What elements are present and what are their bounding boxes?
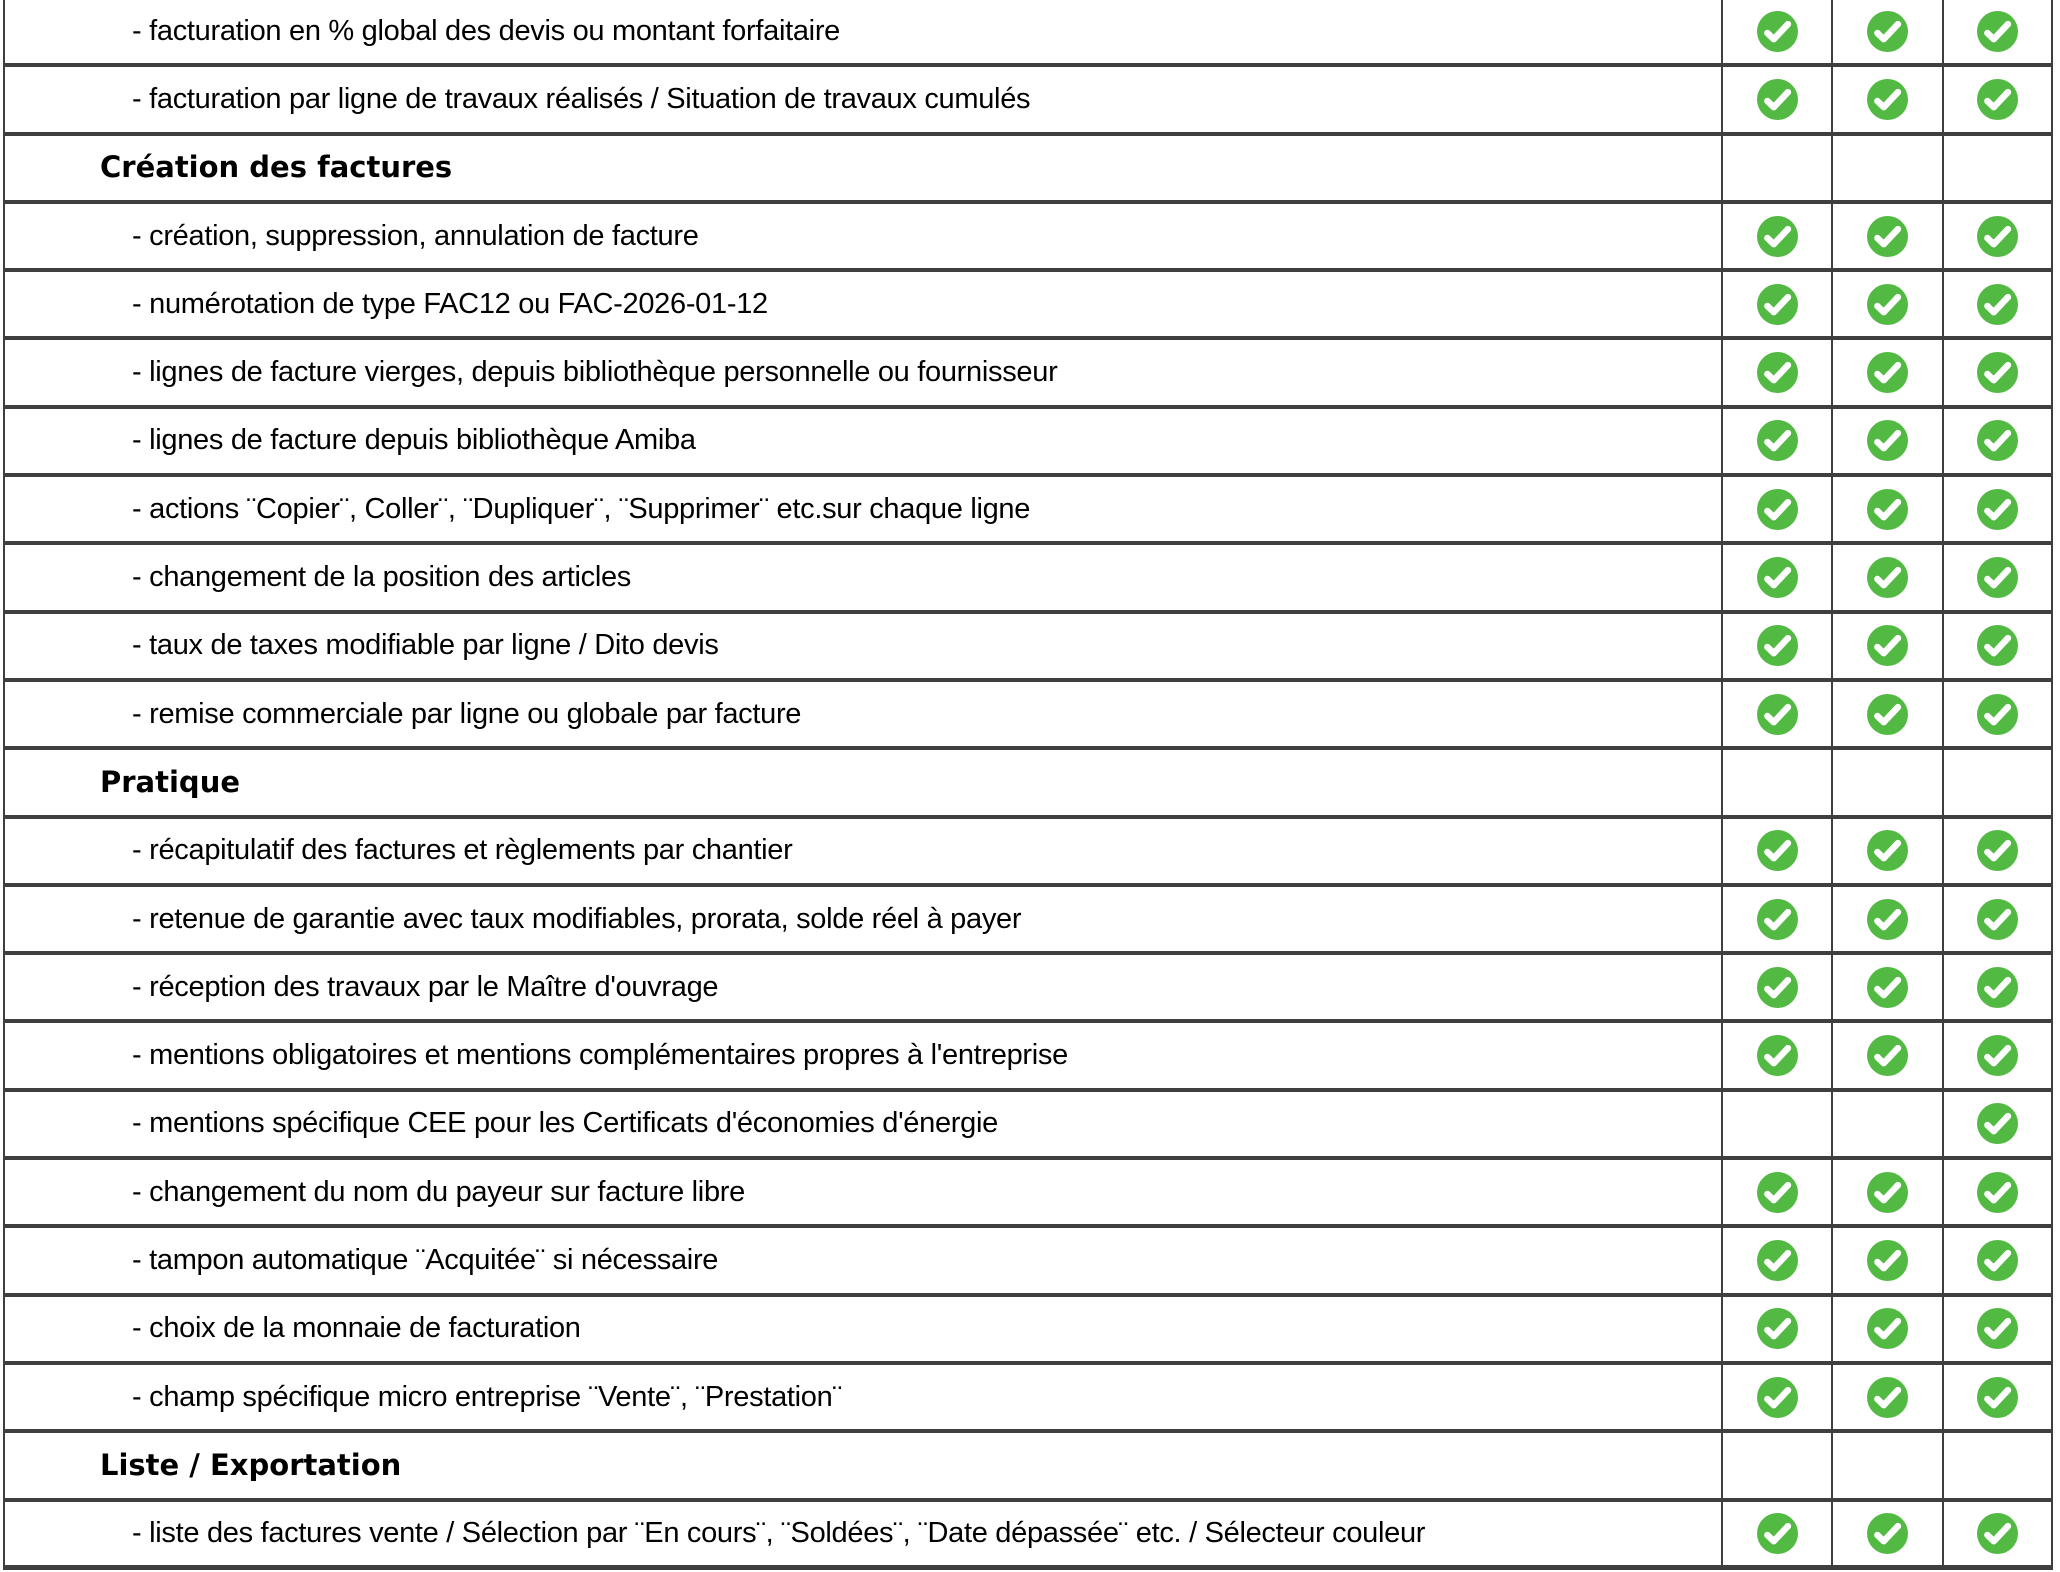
table-row [5,750,2051,818]
table-row [5,1023,2051,1091]
check-cell-plan-1 [1721,1160,1831,1224]
check-circle-icon [1867,625,1908,666]
check-cell-plan-2 [1831,750,1942,814]
table-row [5,1365,2051,1433]
feature-label-cell [5,1228,1721,1292]
check-cell-plan-1 [1721,1502,1831,1565]
table-row [5,67,2051,135]
check-cell-plan-3 [1942,1023,2051,1087]
table-row [5,272,2051,340]
check-circle-icon [1867,489,1908,530]
feature-label-cell [5,67,1721,131]
check-circle-icon [1977,830,2018,871]
check-cell-plan-1 [1721,614,1831,678]
check-circle-icon [1977,694,2018,735]
check-cell-plan-3 [1942,204,2051,268]
check-cell-plan-2 [1831,0,1942,63]
check-cell-plan-3 [1942,0,2051,63]
feature-label: - facturation en % global des devis ou montant forfaitaire [132,15,841,48]
table-row [5,1502,2051,1570]
feature-label-cell [5,1365,1721,1429]
feature-label: - récapitulatif des factures et règlements par chantier [132,834,793,867]
check-cell-plan-3 [1942,750,2051,814]
table-row [5,340,2051,408]
check-cell-plan-3 [1942,409,2051,473]
table-row [5,477,2051,545]
check-circle-icon [1977,420,2018,461]
check-circle-icon [1867,79,1908,120]
check-cell-plan-2 [1831,136,1942,200]
check-circle-icon [1757,79,1798,120]
check-circle-icon [1977,489,2018,530]
check-cell-plan-1 [1721,1023,1831,1087]
feature-label: - champ spécifique micro entreprise ¨Vente¨, ¨Prestation¨ [132,1380,842,1413]
table-row [5,1433,2051,1501]
check-cell-plan-2 [1831,1160,1942,1224]
check-cell-plan-1 [1721,1092,1831,1156]
check-circle-icon [1867,967,1908,1008]
check-circle-icon [1867,1308,1908,1349]
check-circle-icon [1757,11,1798,52]
check-cell-plan-1 [1721,67,1831,131]
check-circle-icon [1757,420,1798,461]
check-cell-plan-2 [1831,614,1942,678]
check-circle-icon [1867,420,1908,461]
check-circle-icon [1867,1240,1908,1281]
feature-label: - réception des travaux par le Maître d'ouvrage [132,970,719,1003]
check-cell-plan-1 [1721,136,1831,200]
feature-label-cell [5,887,1721,951]
check-circle-icon [1977,1308,2018,1349]
check-circle-icon [1867,284,1908,325]
check-circle-icon [1977,1103,2018,1144]
check-cell-plan-3 [1942,1092,2051,1156]
feature-label-cell [5,1297,1721,1361]
check-circle-icon [1757,1035,1798,1076]
check-circle-icon [1977,216,2018,257]
check-cell-plan-1 [1721,272,1831,336]
feature-label: - tampon automatique ¨Acquitée¨ si nécessaire [132,1243,719,1276]
table-row [5,614,2051,682]
feature-label-cell [5,204,1721,268]
feature-label: - mentions obligatoires et mentions complémentaires propres à l'entreprise [132,1039,1068,1072]
check-circle-icon [1977,1377,2018,1418]
feature-label: - remise commerciale par ligne ou globale par facture [132,697,802,730]
check-circle-icon [1867,216,1908,257]
feature-label: - lignes de facture depuis bibliothèque Amiba [132,424,696,457]
check-cell-plan-2 [1831,1365,1942,1429]
check-cell-plan-3 [1942,67,2051,131]
check-circle-icon [1867,1035,1908,1076]
check-circle-icon [1757,1377,1798,1418]
feature-label-cell [5,0,1721,63]
check-cell-plan-3 [1942,477,2051,541]
check-cell-plan-3 [1942,1228,2051,1292]
check-circle-icon [1757,557,1798,598]
check-cell-plan-3 [1942,819,2051,883]
feature-label-cell [5,1023,1721,1087]
check-circle-icon [1867,352,1908,393]
check-circle-icon [1867,1513,1908,1554]
check-circle-icon [1867,830,1908,871]
feature-label: - retenue de garantie avec taux modifiables, prorata, solde réel à payer [132,902,1022,935]
check-circle-icon [1977,1513,2018,1554]
check-cell-plan-2 [1831,340,1942,404]
check-circle-icon [1867,899,1908,940]
check-cell-plan-3 [1942,614,2051,678]
feature-label: Création des factures [100,150,453,185]
check-cell-plan-1 [1721,1433,1831,1497]
check-cell-plan-1 [1721,340,1831,404]
check-circle-icon [1867,694,1908,735]
check-circle-icon [1757,625,1798,666]
check-cell-plan-2 [1831,67,1942,131]
check-circle-icon [1977,1240,2018,1281]
check-cell-plan-2 [1831,1228,1942,1292]
check-cell-plan-3 [1942,682,2051,746]
check-cell-plan-1 [1721,409,1831,473]
check-cell-plan-3 [1942,136,2051,200]
check-cell-plan-3 [1942,1502,2051,1565]
check-cell-plan-2 [1831,545,1942,609]
feature-label: - changement de la position des articles [132,561,632,594]
check-cell-plan-3 [1942,272,2051,336]
check-circle-icon [1867,1172,1908,1213]
feature-label: - liste des factures vente / Sélection par ¨En cours¨, ¨Soldées¨, ¨Date dépassée¨ etc. / Sélecteur couleur [132,1516,1426,1549]
check-circle-icon [1757,1513,1798,1554]
check-cell-plan-2 [1831,1433,1942,1497]
feature-label: - taux de taxes modifiable par ligne / Dito devis [132,629,719,662]
check-cell-plan-2 [1831,477,1942,541]
feature-label-cell [5,750,1721,814]
check-cell-plan-1 [1721,887,1831,951]
check-circle-icon [1757,967,1798,1008]
table-row [5,0,2051,67]
check-cell-plan-2 [1831,682,1942,746]
check-circle-icon [1977,625,2018,666]
check-circle-icon [1757,899,1798,940]
check-circle-icon [1757,284,1798,325]
check-cell-plan-1 [1721,682,1831,746]
check-cell-plan-2 [1831,819,1942,883]
check-cell-plan-3 [1942,340,2051,404]
check-circle-icon [1977,11,2018,52]
feature-label: - choix de la monnaie de facturation [132,1312,581,1345]
check-circle-icon [1977,352,2018,393]
check-circle-icon [1757,1240,1798,1281]
table-row [5,819,2051,887]
check-circle-icon [1977,1035,2018,1076]
feature-label-cell [5,272,1721,336]
feature-label: - lignes de facture vierges, depuis bibliothèque personnelle ou fournisseur [132,356,1058,389]
check-cell-plan-1 [1721,545,1831,609]
check-cell-plan-1 [1721,1297,1831,1361]
feature-label-cell [5,1092,1721,1156]
feature-label-cell [5,477,1721,541]
table-row [5,682,2051,750]
check-circle-icon [1757,694,1798,735]
check-circle-icon [1757,489,1798,530]
check-cell-plan-3 [1942,1297,2051,1361]
check-cell-plan-2 [1831,1092,1942,1156]
feature-label-cell [5,136,1721,200]
check-circle-icon [1757,216,1798,257]
check-cell-plan-2 [1831,1023,1942,1087]
check-cell-plan-1 [1721,204,1831,268]
feature-label-cell [5,1433,1721,1497]
table-row [5,409,2051,477]
check-cell-plan-1 [1721,0,1831,63]
check-cell-plan-2 [1831,887,1942,951]
table-row [5,1160,2051,1228]
check-circle-icon [1867,11,1908,52]
table-row [5,1092,2051,1160]
table-row [5,1228,2051,1296]
feature-label-cell [5,1160,1721,1224]
check-cell-plan-1 [1721,1365,1831,1429]
table-row [5,955,2051,1023]
check-cell-plan-1 [1721,750,1831,814]
check-cell-plan-1 [1721,477,1831,541]
check-cell-plan-2 [1831,1502,1942,1565]
check-circle-icon [1867,557,1908,598]
feature-label-cell [5,545,1721,609]
check-circle-icon [1977,899,2018,940]
table-row [5,887,2051,955]
check-cell-plan-2 [1831,272,1942,336]
check-cell-plan-1 [1721,1228,1831,1292]
check-cell-plan-1 [1721,819,1831,883]
check-cell-plan-3 [1942,955,2051,1019]
feature-label: - actions ¨Copier¨, Coller¨, ¨Dupliquer¨, ¨Supprimer¨ etc.sur chaque ligne [132,492,1031,525]
feature-label: - facturation par ligne de travaux réalisés / Situation de travaux cumulés [132,82,1031,115]
check-cell-plan-1 [1721,955,1831,1019]
feature-label: - mentions spécifique CEE pour les Certificats d'économies d'énergie [132,1107,998,1140]
check-cell-plan-3 [1942,545,2051,609]
check-cell-plan-3 [1942,1433,2051,1497]
check-circle-icon [1757,830,1798,871]
check-circle-icon [1977,79,2018,120]
check-cell-plan-3 [1942,1160,2051,1224]
check-circle-icon [1977,557,2018,598]
feature-label-cell [5,1502,1721,1565]
check-circle-icon [1757,1308,1798,1349]
check-circle-icon [1867,1377,1908,1418]
check-circle-icon [1977,967,2018,1008]
feature-label: - création, suppression, annulation de facture [132,219,699,252]
check-circle-icon [1757,352,1798,393]
check-cell-plan-2 [1831,204,1942,268]
check-cell-plan-3 [1942,1365,2051,1429]
feature-label-cell [5,682,1721,746]
feature-label-cell [5,614,1721,678]
table-row [5,1297,2051,1365]
check-cell-plan-3 [1942,887,2051,951]
feature-label-cell [5,819,1721,883]
table-row [5,204,2051,272]
feature-label: Liste / Exportation [100,1447,402,1482]
feature-label-cell [5,409,1721,473]
check-cell-plan-2 [1831,1297,1942,1361]
check-cell-plan-2 [1831,955,1942,1019]
table-row [5,136,2051,204]
feature-label-cell [5,340,1721,404]
feature-label: - numérotation de type FAC12 ou FAC-2026-01-12 [132,287,768,320]
feature-label: - changement du nom du payeur sur facture libre [132,1175,745,1208]
check-circle-icon [1757,1172,1798,1213]
feature-label-cell [5,955,1721,1019]
feature-comparison-table [3,0,2053,1570]
check-cell-plan-2 [1831,409,1942,473]
check-circle-icon [1977,284,2018,325]
feature-label: Pratique [100,764,241,799]
table-row [5,545,2051,613]
check-circle-icon [1977,1172,2018,1213]
